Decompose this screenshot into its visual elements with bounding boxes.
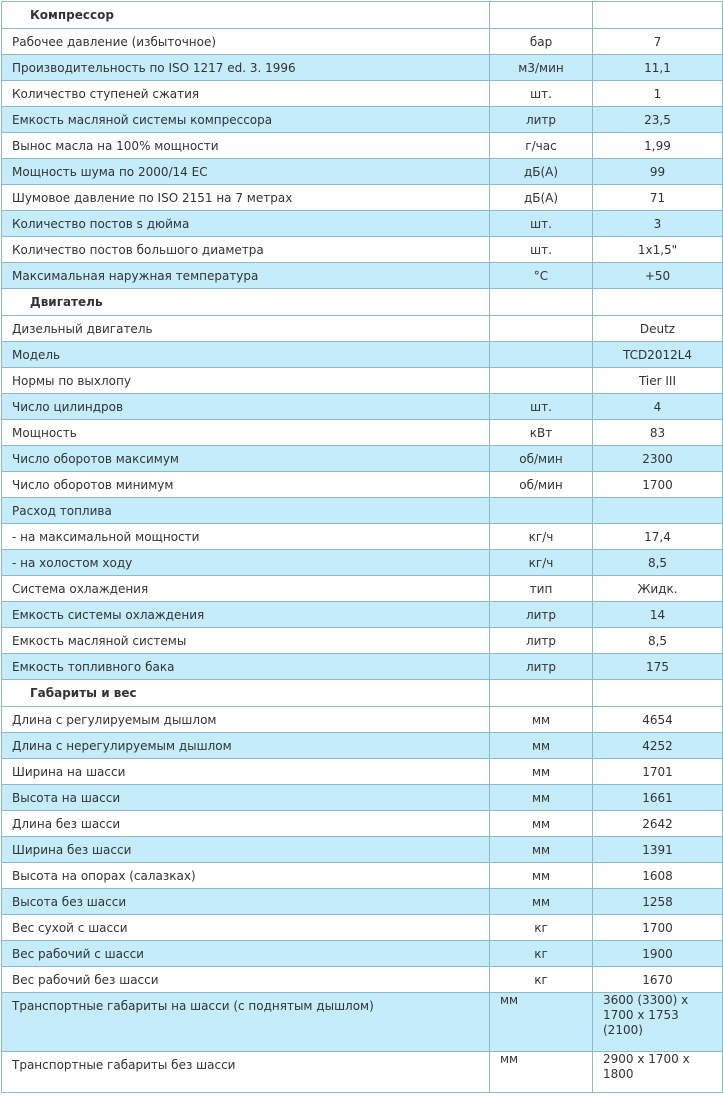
row-value: 23,5: [593, 107, 723, 133]
row-label: Емкость системы охлаждения: [2, 602, 490, 628]
table-row: [2, 915, 723, 941]
row-value: 3600 (3300) х 1700 х 1753 (2100): [593, 993, 723, 1052]
row-label: Модель: [2, 342, 490, 368]
row-value: 8,5: [593, 628, 723, 654]
row-label: Длина без шасси: [2, 811, 490, 837]
row-unit: кВт: [490, 420, 593, 446]
row-unit: мм: [490, 707, 593, 733]
row-unit: литр: [490, 628, 593, 654]
row-label: Максимальная наружная температура: [2, 263, 490, 289]
row-label: Вес рабочий без шасси: [2, 967, 490, 993]
table-row: [2, 29, 723, 55]
row-label: Число оборотов максимум: [2, 446, 490, 472]
row-label: Система охлаждения: [2, 576, 490, 602]
table-row: [2, 472, 723, 498]
row-unit: °С: [490, 263, 593, 289]
table-row: [2, 785, 723, 811]
row-unit: об/мин: [490, 472, 593, 498]
row-value: 175: [593, 654, 723, 680]
table-row: [2, 811, 723, 837]
table-row: [2, 237, 723, 263]
row-label: Длина с регулируемым дышлом: [2, 707, 490, 733]
row-unit: тип: [490, 576, 593, 602]
row-value: 8,5: [593, 550, 723, 576]
table-row: [2, 707, 723, 733]
table-row: [2, 863, 723, 889]
row-label: Расход топлива: [2, 498, 490, 524]
row-value: 1661: [593, 785, 723, 811]
specifications-table: [1, 1, 723, 1093]
row-value: 83: [593, 420, 723, 446]
row-value: 1х1,5": [593, 237, 723, 263]
row-value: 14: [593, 602, 723, 628]
row-value: 1900: [593, 941, 723, 967]
row-value: 1670: [593, 967, 723, 993]
row-value: 11,1: [593, 55, 723, 81]
row-unit: дБ(А): [490, 185, 593, 211]
row-value: Tier III: [593, 368, 723, 394]
table-row: [2, 342, 723, 368]
row-value: 1701: [593, 759, 723, 785]
row-value: Deutz: [593, 316, 723, 342]
table-row: [2, 993, 723, 1052]
row-unit: мм: [490, 759, 593, 785]
row-label: Вынос масла на 100% мощности: [2, 133, 490, 159]
row-value: 2300: [593, 446, 723, 472]
row-unit: литр: [490, 107, 593, 133]
row-label: Транспортные габариты без шасси: [2, 1052, 490, 1093]
row-value: 1391: [593, 837, 723, 863]
table-row: [2, 211, 723, 237]
table-row: [2, 55, 723, 81]
section-title: Двигатель: [2, 289, 490, 316]
row-label: - на максимальной мощности: [2, 524, 490, 550]
table-row: [2, 1052, 723, 1093]
table-row: [2, 733, 723, 759]
table-row: [2, 628, 723, 654]
row-unit: кг/ч: [490, 524, 593, 550]
table-row: [2, 967, 723, 993]
row-label: Транспортные габариты на шасси (с поднятым дышлом): [2, 993, 490, 1052]
table-row: [2, 446, 723, 472]
row-unit: г/час: [490, 133, 593, 159]
row-value: Жидк.: [593, 576, 723, 602]
row-label: Мощность: [2, 420, 490, 446]
row-label: Ширина на шасси: [2, 759, 490, 785]
row-unit: об/мин: [490, 446, 593, 472]
row-value: +50: [593, 263, 723, 289]
row-unit: шт.: [490, 211, 593, 237]
row-unit: [490, 316, 593, 342]
row-label: Высота без шасси: [2, 889, 490, 915]
row-label: Дизельный двигатель: [2, 316, 490, 342]
row-label: Шумовое давление по ISO 2151 на 7 метрах: [2, 185, 490, 211]
row-value: 1: [593, 81, 723, 107]
row-label: Емкость масляной системы: [2, 628, 490, 654]
table-row: [2, 133, 723, 159]
table-row: [2, 550, 723, 576]
row-value: 1700: [593, 472, 723, 498]
row-value: TCD2012L4: [593, 342, 723, 368]
row-label: Число цилиндров: [2, 394, 490, 420]
row-unit: мм: [490, 993, 593, 1052]
row-unit: кг: [490, 967, 593, 993]
table-row: [2, 159, 723, 185]
row-label: - на холостом ходу: [2, 550, 490, 576]
table-row: [2, 941, 723, 967]
row-value: 7: [593, 29, 723, 55]
row-value: 1258: [593, 889, 723, 915]
table-row: [2, 759, 723, 785]
row-unit: шт.: [490, 237, 593, 263]
row-label: Количество постов большого диаметра: [2, 237, 490, 263]
row-value: 17,4: [593, 524, 723, 550]
section-header-engine: [2, 289, 723, 316]
row-label: Нормы по выхлопу: [2, 368, 490, 394]
row-unit: шт.: [490, 394, 593, 420]
row-unit: шт.: [490, 81, 593, 107]
row-unit: [490, 342, 593, 368]
section-header-dimensions: [2, 680, 723, 707]
row-unit: [490, 498, 593, 524]
row-label: Длина с нерегулируемым дышлом: [2, 733, 490, 759]
row-label: Мощность шума по 2000/14 ЕС: [2, 159, 490, 185]
row-value: 4654: [593, 707, 723, 733]
table-row: [2, 654, 723, 680]
row-label: Количество ступеней сжатия: [2, 81, 490, 107]
row-unit: кг: [490, 915, 593, 941]
row-unit: дБ(А): [490, 159, 593, 185]
row-unit: мм: [490, 1052, 593, 1093]
row-unit: мм: [490, 889, 593, 915]
row-unit: литр: [490, 602, 593, 628]
table-row: [2, 394, 723, 420]
table-row: [2, 185, 723, 211]
section-title: Компрессор: [2, 2, 490, 29]
row-value: 4252: [593, 733, 723, 759]
row-unit: мм: [490, 733, 593, 759]
row-label: Вес рабочий с шасси: [2, 941, 490, 967]
row-value: 3: [593, 211, 723, 237]
section-title: Габариты и вес: [2, 680, 490, 707]
row-unit: кг: [490, 941, 593, 967]
row-unit: бар: [490, 29, 593, 55]
row-unit: м3/мин: [490, 55, 593, 81]
table-row: [2, 602, 723, 628]
row-value: 71: [593, 185, 723, 211]
row-value: 1,99: [593, 133, 723, 159]
row-label: Емкость топливного бака: [2, 654, 490, 680]
row-unit: мм: [490, 837, 593, 863]
table-row: [2, 368, 723, 394]
row-value: [593, 498, 723, 524]
row-unit: литр: [490, 654, 593, 680]
row-label: Рабочее давление (избыточное): [2, 29, 490, 55]
row-label: Высота на шасси: [2, 785, 490, 811]
row-label: Емкость масляной системы компрессора: [2, 107, 490, 133]
row-value: 1608: [593, 863, 723, 889]
row-label: Вес сухой с шасси: [2, 915, 490, 941]
table-row: [2, 107, 723, 133]
table-row: [2, 81, 723, 107]
row-value: 2900 х 1700 х 1800: [593, 1052, 723, 1093]
table-row: [2, 837, 723, 863]
table-row: [2, 524, 723, 550]
row-unit: кг/ч: [490, 550, 593, 576]
row-value: 1700: [593, 915, 723, 941]
table-row: [2, 498, 723, 524]
row-unit: мм: [490, 811, 593, 837]
table-row: [2, 576, 723, 602]
table-row: [2, 263, 723, 289]
table-row: [2, 420, 723, 446]
table-row: [2, 316, 723, 342]
row-label: Количество постов s дюйма: [2, 211, 490, 237]
row-unit: мм: [490, 785, 593, 811]
row-unit: мм: [490, 863, 593, 889]
row-label: Высота на опорах (салазках): [2, 863, 490, 889]
row-label: Производительность по ISO 1217 ed. 3. 1996: [2, 55, 490, 81]
table-row: [2, 889, 723, 915]
section-header-compressor: [2, 2, 723, 29]
row-value: 2642: [593, 811, 723, 837]
row-value: 4: [593, 394, 723, 420]
row-label: Число оборотов минимум: [2, 472, 490, 498]
row-label: Ширина без шасси: [2, 837, 490, 863]
row-value: 99: [593, 159, 723, 185]
row-unit: [490, 368, 593, 394]
